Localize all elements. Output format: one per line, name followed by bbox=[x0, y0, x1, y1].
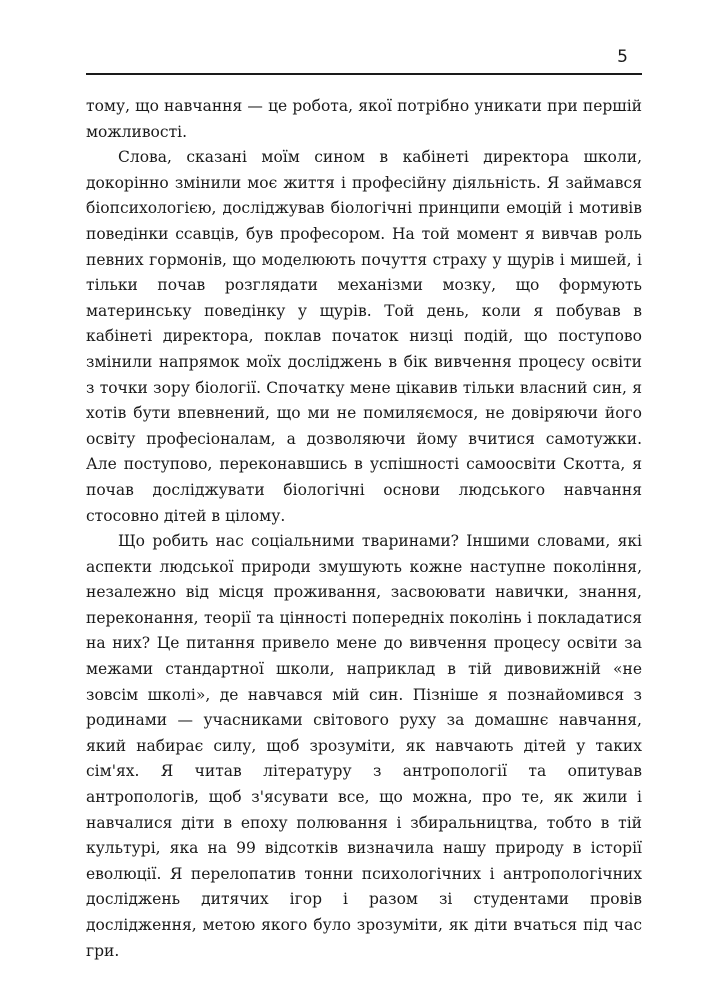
header-rule bbox=[86, 73, 642, 75]
paragraph-social-animals: Що робить нас соціальними тваринами? Іншими словами, які аспекти людської природи змушують кожне наступне покоління, незалежно від місця проживання, засвоювати навички, знання, переконання, теорії та цінності попередніх поколінь і покладатися на них? Це питання привело мене до вивчення процесу освіти за межами стандартної школи, наприклад в тій дивовижній «не зовсім школі», де навчався мій син. Пізніше я познайомився з родинами — учасниками світового руху за домашнє навчання, який набирає силу, щоб зрозуміти, як навчають дітей у таких сім'ях. Я читав літературу з антропології та опитував антропологів, щоб з'ясувати все, що можна, про те, як жили і навчалися діти в епоху полювання і збиральництва, тобто в тій культурі, яка на 99 відсотків визначила нашу природу в історії еволюції. Я перелопатив тонни психологічних і антропологічних досліджень дитячих ігор і разом зі студентами провів дослідження, метою якого було зрозуміти, як діти вчаться під час гри. bbox=[86, 532, 642, 960]
text-body bbox=[86, 94, 642, 964]
paragraph-continuation: тому, що навчання — це робота, якої потрібно уникати при першій можливості. bbox=[86, 97, 642, 141]
page-number: 5 bbox=[617, 47, 628, 67]
paragraph-son-words: Слова, сказані моїм сином в кабінеті директора школи, докорінно змінили моє життя і професійну діяльність. Я займався біопсихологією, досліджував біологічні принципи емоцій і мотивів поведінки ссавців, був професором. На той момент я вивчав роль певних гормонів, що моделюють почуття страху у щурів і мишей, і тільки почав розглядати механізми мозку, що формують материнську поведінку у щурів. Той день, коли я побував в кабінеті директора, поклав початок низці подій, що поступово змінили напрямок моїх досліджень в бік вивчення процесу освіти з точки зору біології. Спочатку мене цікавив тільки власний син, я хотів бути впевнений, що ми не помиляємося, не довіряючи його освіту професіоналам, а дозволяючи йому вчитися самотужки. Але поступово, переконавшись в успішності самоосвіти Скотта, я почав досліджувати біологічні основи людського навчання стосовно дітей в цілому. bbox=[86, 148, 642, 525]
